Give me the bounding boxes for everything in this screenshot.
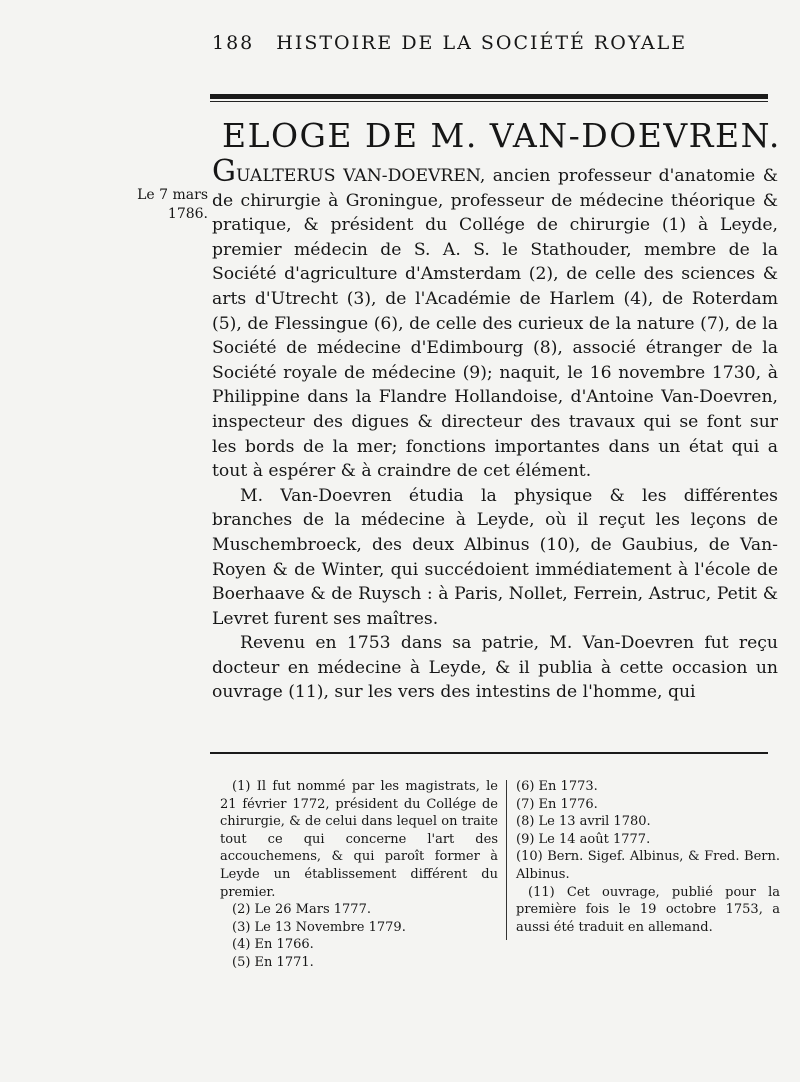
running-title: HISTOIRE DE LA SOCIÉTÉ ROYALE (276, 32, 688, 54)
footnote-item: (5) En 1771. (232, 954, 314, 970)
paragraph-2: M. Van-Doevren étudia la physique & les différentes branches de la médecine à Leyde, où il reçut les leçons de Muschembroeck, des deux Albinus (10), de Gaubius, de Van-Royen & de Winter, qui succédoient immédiatement à l'école de Boerhaave & de Ruysch : à Paris, Nollet, Ferrein, Astruc, Petit & Levret furent ses maîtres. (212, 485, 778, 629)
paragraph-3: Revenu en 1753 dans sa patrie, M. Van-Doevren fut reçu docteur en médecine à Leyde, & il publia à cette occasion un ouvrage (11), sur les vers des intestins de l'homme, qui (212, 633, 778, 703)
header-rule-thick (210, 94, 768, 99)
footnote-item: (2) Le 26 Mars 1777. (232, 902, 371, 918)
article-title: ELOGE DE M. VAN-DOEVREN. (222, 116, 781, 155)
footnotes-right-column (516, 778, 780, 936)
margin-note: Le 7 mars 1786. (137, 187, 208, 222)
paragraph-1 (212, 154, 778, 484)
footnote-item: (7) En 1776. (516, 796, 598, 812)
footnote-item: (3) Le 13 Novembre 1779. (232, 919, 406, 935)
running-head (212, 32, 772, 54)
footnotes-left-column (220, 778, 498, 972)
body-text (212, 154, 778, 705)
footnote-item: (6) En 1773. (516, 779, 598, 794)
footnote-item: (9) Le 14 août 1777. (516, 831, 651, 847)
page-number: 188 (212, 32, 255, 54)
paragraph-1-text: UALTERUS VAN-DOEVREN, ancien professeur d'anatomie & de chirurgie à Groningue, professeur de médecine théorique & pratique, & président du Collége de chirurgie (1) à Leyde, premier médecin de S. A. S. le Stathouder, membre de la Société d'agriculture d'Amsterdam (2), de celle des sciences & arts d'Utrecht (3), de l'Académie de Harlem (4), de Roterdam (5), de Flessingue (6), de celle des curieux de la nature (7), de la Société de médecine d'Edimbourg (8), associé étranger de la Société royale de médecine (9); naquit, le 16 novembre 1730, à Philippine dans la Flandre Hollandoise, d'Antoine Van-Doevren, inspecteur des digues & directeur des travaux qui se font sur les bords de la mer; fonctions importantes dans un état qui a tout à espérer & à craindre de cet élément. (212, 166, 778, 482)
header-rule-thin (210, 101, 768, 102)
footnote-item: (8) Le 13 avril 1780. (516, 814, 651, 830)
footnote-item: (1) Il fut nommé par les magistrats, le 21 février 1772, président du Collége de chirurgie, & de celui dans lequel on traite tout ce qui concerne l'art des accouchemens, & qui paroît former à Leyde un établissement différent du premier. (220, 779, 498, 900)
footnote-column-divider (506, 780, 507, 940)
footnote-item: (4) En 1766. (232, 937, 314, 953)
footnote-rule (210, 752, 768, 754)
footnote-item: (10) Bern. Sigef. Albinus, & Fred. Bern. Albinus. (516, 849, 780, 882)
footnote-item: (11) Cet ouvrage, publié pour la première fois le 19 octobre 1753, a aussi été traduit en allemand. (516, 884, 780, 935)
drop-capital: G (212, 154, 236, 189)
